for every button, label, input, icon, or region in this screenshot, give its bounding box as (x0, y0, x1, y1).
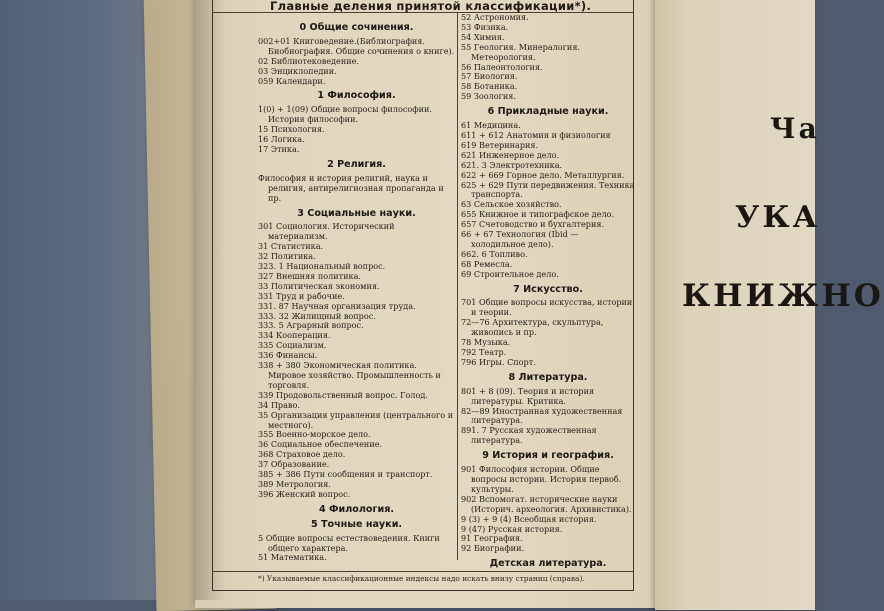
classification-entry: 701 Общие вопросы искусства, истории и теории. (461, 297, 633, 318)
classification-entry: 625 + 629 Пути передвижения. Техника транспорта. (461, 179, 635, 200)
section-heading: 8 Литература. (508, 371, 588, 383)
classification-entry: 657 Счетоводство и бухгалтерия. (461, 219, 605, 230)
right-page-text-3: КНИЖНО (682, 278, 884, 314)
section-heading: 3 Социальные науки. (297, 207, 416, 219)
classification-entry: 5 Общие вопросы естествоведения. Книги общего характера. (258, 532, 440, 553)
classification-entry: 35 Организация управления (центрального и местного). (258, 409, 454, 430)
section-heading: 6 Прикладные науки. (487, 106, 609, 118)
classification-entry: 891. 7 Русская художественная литература. (461, 425, 597, 446)
classification-entry: 338 + 380 Экономическая политика. Мировое хозяйство. Промышленность и торговля. (258, 360, 441, 390)
classification-entry: 792 Театр. (461, 347, 507, 357)
classification-entry: 52 Астрономия. (461, 12, 529, 22)
classification-entry: 32 Политика. (258, 251, 316, 262)
section-heading: Детская литература. (489, 558, 607, 570)
classification-entry: 334 Кооперация. (258, 330, 331, 341)
classification-entry: 33 Политическая экономия. (258, 280, 380, 291)
page-title: Главные деления принятой классификации*). (270, 0, 592, 13)
classification-entry: 58 Ботаника. (461, 81, 518, 92)
classification-entry: 16 Логика. (258, 134, 305, 145)
classification-entry: 9 (3) + 9 (4) Всеобщая история. (461, 513, 597, 524)
classification-entry: 901 Философия истории. Общие вопросы истории. История первоб. культуры. (461, 464, 622, 494)
right-column (461, 13, 635, 573)
classification-entry: 655 Книжное и типографское дело. (461, 209, 615, 220)
section-heading: 9 История и география. (482, 450, 614, 462)
classification-entry: 335 Социализм. (258, 340, 327, 351)
classification-entry: 385 + 386 Пути сообщения и транспорт. (258, 469, 433, 480)
section-heading: 7 Искусство. (513, 283, 583, 295)
section-heading: 4 Филология. (318, 503, 395, 515)
classification-entry: 59 Зоология. (461, 91, 516, 102)
classification-entry: 327 Внешняя политика. (258, 270, 361, 281)
classification-entry: 69 Строительное дело. (461, 268, 559, 279)
classification-entry: 63 Сельское хозяйство. (461, 199, 562, 210)
column-divider (457, 12, 458, 560)
classification-entry: 002+01 Книговедение.(Библиография. Биобиография. Общие сочинения о книге). (258, 35, 455, 56)
classification-entry: 72—76 Архитектура, скульптура, живопись и пр. (461, 317, 604, 338)
classification-entry: 55 Геология. Минералогия. Метеорология. (461, 41, 580, 62)
classification-entry: 37 Образование. (258, 459, 330, 470)
classification-entry: 57 Биология. (461, 71, 518, 82)
classification-entry: 53 Физика. (461, 21, 509, 32)
classification-entry: 03 Энциклопедии. (258, 65, 337, 76)
classification-entry: 323. 1 Национальный вопрос. (258, 261, 386, 272)
classification-entry: 331. 87 Научная организация труда. (258, 300, 416, 311)
classification-entry: 36 Социальное обеспечение. (258, 439, 383, 450)
classification-entry: 31 Статистика. (258, 241, 324, 252)
classification-entry: 339 Продовольственный вопрос. Голод. (258, 389, 428, 400)
classification-entry: 619 Ветеринария. (461, 139, 539, 150)
left-column (258, 18, 455, 563)
classification-entry: 611 + 612 Анатомия и физиология (461, 129, 611, 140)
classification-entry: 333. 5 Аграрный вопрос. (258, 320, 364, 331)
classification-entry: 91 География. (461, 533, 523, 544)
classification-entry: 78 Музыка. (461, 337, 511, 348)
classification-entry: 355 Военно-морское дело. (258, 429, 371, 440)
classification-entry: 622 + 669 Горное дело. Металлургия. (461, 169, 625, 180)
footnote: *) Указываемые классификационные индексы надо искать внизу страниц (справа). (258, 574, 585, 583)
right-page-text-2: УКА (735, 200, 821, 235)
section-heading: 1 Философия. (317, 90, 396, 102)
classification-entry: 15 Психология. (258, 124, 325, 135)
classification-entry: 56 Палеонтология. (461, 61, 543, 72)
classification-entry: 902 Вспомогат. исторические науки (Историч. археология. Архивистика). (461, 493, 632, 514)
classification-entry: 82—89 Иностранная художественная литература. (461, 405, 623, 426)
classification-entry: 54 Химия. (461, 31, 505, 42)
classification-entry: 1(0) + 1(09) Общие вопросы философии. История философии. (258, 104, 432, 125)
section-heading: 0 Общие сочинения. (299, 22, 414, 33)
classification-entry: 333. 32 Жилищный вопрос. (258, 310, 376, 321)
classification-entry: 02 Библиотековедение. (258, 55, 359, 66)
classification-entry: 92 Биографии. (461, 543, 525, 554)
classification-entry: 9 (47) Русская история. (461, 523, 563, 534)
classification-entry: 34 Право. (258, 399, 300, 410)
classification-entry: 662. 6 Топливо. (461, 248, 528, 259)
classification-entry: 301 Социология. Исторический материализм. (258, 221, 395, 242)
classification-entry: 331 Труд и рабочие. (258, 290, 345, 301)
classification-entry: 621 Инженерное дело. (461, 149, 560, 160)
section-heading: 2 Религия. (327, 158, 386, 170)
right-page-text-1: Ча (770, 112, 820, 145)
classification-entry: 389 Метрология. (258, 478, 331, 489)
classification-entry: Философия и история религий, наука и религия, антирелигиозная пропаганда и пр. (258, 172, 444, 203)
classification-entry: 621. 3 Электротехника. (461, 159, 563, 170)
classification-entry: 66 + 67 Технология (Ibid — холодильное дело). (461, 229, 579, 249)
classification-entry: 059 Календари. (258, 75, 326, 86)
section-heading: 5 Точные науки. (310, 518, 403, 530)
classification-entry: 51 Математика. (258, 552, 327, 563)
classification-entry: 801 + 8 (09). Теория и история литературы. Критика. (461, 385, 595, 406)
classification-entry: 396 Женский вопрос. (258, 488, 351, 499)
classification-entry: 68 Ремесла. (461, 258, 513, 269)
classification-entry: 368 Страховое дело. (258, 449, 346, 460)
classification-entry: 61 Медицина. (461, 120, 521, 131)
classification-entry: 796 Игры. Спорт. (461, 356, 536, 367)
classification-entry: 336 Финансы. (258, 350, 318, 361)
classification-entry: 17 Этика. (258, 143, 300, 154)
